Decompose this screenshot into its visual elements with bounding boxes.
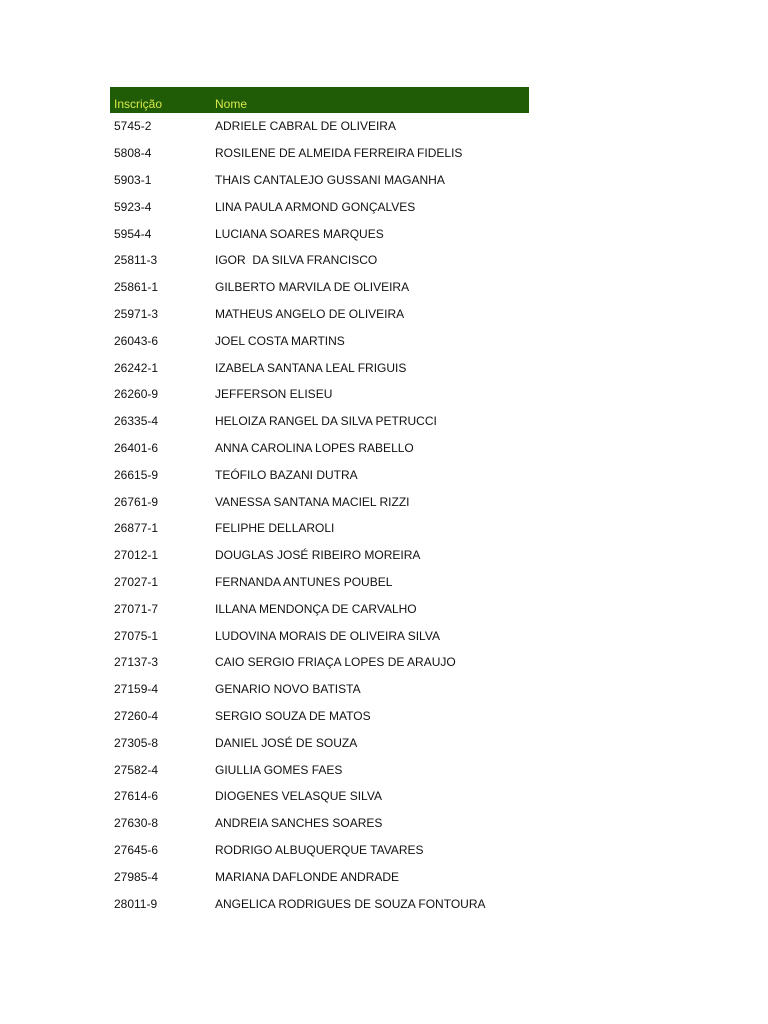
table-row — [110, 542, 529, 569]
nome-cell: ANDREIA SANCHES SOARES — [215, 816, 383, 831]
table-row — [110, 274, 529, 301]
inscricao-cell: 27305-8 — [114, 735, 159, 750]
nome-cell: ILLANA MENDONÇA DE CARVALHO — [215, 601, 417, 616]
table-row — [110, 167, 529, 194]
table-row — [110, 837, 529, 864]
inscricao-cell: 25861-1 — [114, 280, 159, 295]
inscricao-cell: 27159-4 — [114, 682, 159, 697]
nome-cell: LUDOVINA MORAIS DE OLIVEIRA SILVA — [215, 628, 440, 643]
table-row — [110, 569, 529, 596]
table-row — [110, 193, 529, 220]
inscricao-cell: 26615-9 — [114, 467, 159, 482]
table-row — [110, 408, 529, 435]
inscricao-cell: 27012-1 — [114, 548, 159, 563]
nome-cell: SERGIO SOUZA DE MATOS — [215, 708, 371, 723]
table-row — [110, 649, 529, 676]
table-row — [110, 622, 529, 649]
inscricao-cell: 27614-6 — [114, 789, 159, 804]
inscricao-cell: 5923-4 — [114, 199, 152, 214]
table-row — [110, 810, 529, 837]
nome-cell: JEFFERSON ELISEU — [215, 387, 333, 402]
table-row — [110, 890, 529, 917]
table-row — [110, 595, 529, 622]
nome-cell: THAIS CANTALEJO GUSSANI MAGANHA — [215, 172, 445, 187]
table-row — [110, 140, 529, 167]
inscricao-cell: 26877-1 — [114, 521, 159, 536]
table-row — [110, 515, 529, 542]
table-row — [110, 327, 529, 354]
table-row — [110, 756, 529, 783]
nome-cell: LUCIANA SOARES MARQUES — [215, 226, 384, 241]
nome-cell: ANGELICA RODRIGUES DE SOUZA FONTOURA — [215, 896, 486, 911]
inscricao-cell: 26260-9 — [114, 387, 159, 402]
inscricao-cell: 5903-1 — [114, 172, 152, 187]
inscricao-cell: 27260-4 — [114, 708, 159, 723]
table-row — [110, 381, 529, 408]
nome-cell: IZABELA SANTANA LEAL FRIGUIS — [215, 360, 407, 375]
inscricao-cell: 26761-9 — [114, 494, 159, 509]
nome-cell: TEÓFILO BAZANI DUTRA — [215, 467, 358, 482]
table-row — [110, 703, 529, 730]
header-inscricao: Inscrição — [114, 97, 163, 111]
table-row — [110, 301, 529, 328]
inscricao-cell: 26242-1 — [114, 360, 159, 375]
inscricao-cell: 27630-8 — [114, 816, 159, 831]
inscricao-cell: 26043-6 — [114, 333, 159, 348]
header-nome: Nome — [215, 97, 248, 111]
nome-cell: HELOIZA RANGEL DA SILVA PETRUCCI — [215, 414, 437, 429]
inscricao-cell: 27645-6 — [114, 842, 159, 857]
inscricao-cell: 5808-4 — [114, 146, 152, 161]
table-row — [110, 729, 529, 756]
nome-cell: GILBERTO MARVILA DE OLIVEIRA — [215, 280, 410, 295]
nome-cell: CAIO SERGIO FRIAÇA LOPES DE ARAUJO — [215, 655, 456, 670]
inscricao-cell: 5745-2 — [114, 119, 152, 134]
nome-cell: DOUGLAS JOSÉ RIBEIRO MOREIRA — [215, 548, 421, 563]
table-row — [110, 783, 529, 810]
inscricao-cell: 27027-1 — [114, 574, 159, 589]
inscricao-cell: 26335-4 — [114, 414, 159, 429]
inscricao-cell: 27071-7 — [114, 601, 159, 616]
inscricao-cell: 27985-4 — [114, 869, 159, 884]
table-row — [110, 435, 529, 462]
table-row — [110, 863, 529, 890]
table-row — [110, 220, 529, 247]
nome-cell: GIULLIA GOMES FAES — [215, 762, 343, 777]
table-body — [110, 113, 529, 917]
inscricao-cell: 25811-3 — [114, 253, 158, 268]
inscricao-cell: 27075-1 — [114, 628, 159, 643]
nome-cell: VANESSA SANTANA MACIEL RIZZI — [215, 494, 410, 509]
table-row — [110, 354, 529, 381]
nome-cell: MARIANA DAFLONDE ANDRADE — [215, 869, 400, 884]
table-row — [110, 488, 529, 515]
nome-cell: FELIPHE DELLAROLI — [215, 521, 335, 536]
inscricao-cell: 27582-4 — [114, 762, 159, 777]
registration-table — [110, 87, 529, 917]
inscricao-cell: 28011-9 — [114, 896, 158, 911]
nome-cell: LINA PAULA ARMOND GONÇALVES — [215, 199, 416, 214]
nome-cell: GENARIO NOVO BATISTA — [215, 682, 361, 697]
nome-cell: JOEL COSTA MARTINS — [215, 333, 345, 348]
table-row — [110, 461, 529, 488]
table-row — [110, 247, 529, 274]
nome-cell: DANIEL JOSÉ DE SOUZA — [215, 735, 358, 750]
inscricao-cell: 26401-6 — [114, 440, 159, 455]
table-header-row — [110, 87, 529, 113]
table-row — [110, 676, 529, 703]
inscricao-cell: 25971-3 — [114, 306, 159, 321]
nome-cell: ANNA CAROLINA LOPES RABELLO — [215, 440, 414, 455]
nome-cell: ROSILENE DE ALMEIDA FERREIRA FIDELIS — [215, 146, 463, 161]
nome-cell: DIOGENES VELASQUE SILVA — [215, 789, 382, 804]
nome-cell: IGOR DA SILVA FRANCISCO — [215, 253, 378, 268]
nome-cell: FERNANDA ANTUNES POUBEL — [215, 574, 393, 589]
nome-cell: ADRIELE CABRAL DE OLIVEIRA — [215, 119, 396, 134]
table-row — [110, 113, 529, 140]
inscricao-cell: 5954-4 — [114, 226, 152, 241]
inscricao-cell: 27137-3 — [114, 655, 159, 670]
nome-cell: MATHEUS ANGELO DE OLIVEIRA — [215, 306, 405, 321]
nome-cell: RODRIGO ALBUQUERQUE TAVARES — [215, 842, 424, 857]
